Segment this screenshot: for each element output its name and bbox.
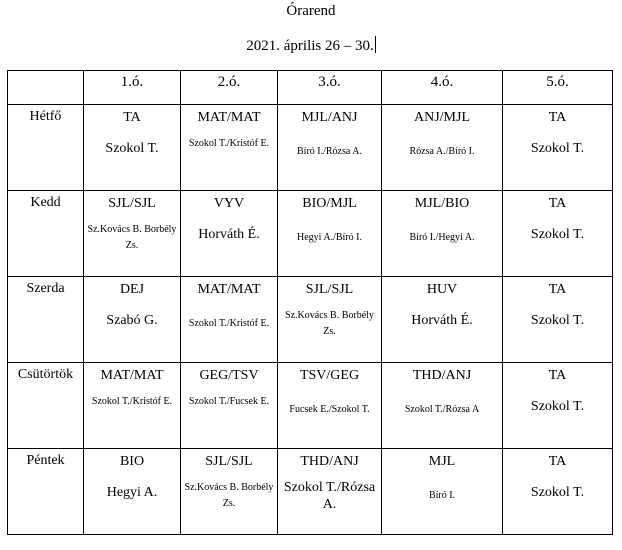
subject-code: THD/ANJ bbox=[412, 368, 472, 383]
day-cell bbox=[8, 191, 84, 277]
lesson-cell bbox=[278, 191, 382, 277]
column-header bbox=[181, 71, 278, 105]
teacher-name: Fucsek E./Szokol T. bbox=[289, 404, 370, 415]
teacher-name: Szokol T./Kristóf E. bbox=[188, 138, 270, 149]
day-row bbox=[8, 105, 613, 191]
subject-code: HUV bbox=[426, 282, 458, 297]
lesson-cell bbox=[382, 191, 503, 277]
subject-code: TA bbox=[548, 196, 567, 211]
subject-code: MJL bbox=[428, 454, 456, 469]
corner-cell bbox=[8, 71, 84, 105]
lesson-cell bbox=[382, 363, 503, 449]
day-row bbox=[8, 449, 613, 535]
teacher-name: Bíró I./Rózsa A. bbox=[297, 146, 362, 157]
subject-code: MJL/BIO bbox=[414, 196, 470, 211]
column-header bbox=[84, 71, 181, 105]
subject-code: TSV/GEG bbox=[299, 368, 360, 383]
subject-code: MAT/MAT bbox=[100, 368, 164, 383]
teacher-name: Szabó G. bbox=[106, 313, 158, 328]
subject-code: TA bbox=[123, 110, 141, 125]
day-cell bbox=[8, 363, 84, 449]
text-cursor bbox=[375, 36, 376, 53]
subject-code: BIO/MJL bbox=[302, 196, 357, 211]
lesson-cell bbox=[84, 363, 181, 449]
day-name: Szerda bbox=[26, 281, 65, 296]
lesson-cell bbox=[181, 363, 278, 449]
column-header-label: 3.ó. bbox=[318, 74, 341, 90]
subject-code: MJL/ANJ bbox=[301, 110, 358, 125]
subject-code: MAT/MAT bbox=[197, 282, 261, 297]
teacher-name: Szokol T. bbox=[530, 485, 585, 500]
subject-code: TA bbox=[548, 454, 567, 469]
teacher-name: Szokol T. bbox=[530, 313, 585, 328]
document-title: Órarend bbox=[286, 3, 336, 19]
lesson-cell bbox=[84, 105, 181, 191]
lesson-cell bbox=[382, 105, 503, 191]
lesson-cell bbox=[278, 277, 382, 363]
teacher-name: Sz.Kovács B. Borbély Zs. bbox=[184, 482, 274, 509]
teacher-name: Szokol T./Rózsa A bbox=[404, 404, 480, 415]
column-header-label: 4.ó. bbox=[430, 74, 454, 90]
teacher-name: Bíró I./Hegyi A. bbox=[409, 232, 475, 243]
subject-code: TA bbox=[548, 110, 567, 125]
timetable bbox=[7, 70, 613, 535]
lesson-cell bbox=[181, 277, 278, 363]
teacher-name: Szokol T. bbox=[530, 227, 585, 242]
day-name: Csütörtök bbox=[17, 367, 74, 382]
subject-code: MAT/MAT bbox=[197, 110, 261, 125]
column-header-label: 1.ó. bbox=[120, 74, 144, 90]
lesson-cell bbox=[278, 105, 382, 191]
teacher-name: Szokol T. bbox=[105, 141, 159, 156]
subject-code: SJL/SJL bbox=[108, 196, 156, 211]
teacher-name: Sz.Kovács B. Borbély Zs. bbox=[87, 224, 177, 251]
teacher-name: Bíró I. bbox=[428, 490, 456, 501]
lesson-cell bbox=[181, 449, 278, 535]
lesson-cell bbox=[84, 449, 181, 535]
day-cell bbox=[8, 277, 84, 363]
teacher-name: Sz.Kovács B. Borbély Zs. bbox=[285, 310, 374, 337]
lesson-cell bbox=[503, 363, 613, 449]
day-row bbox=[8, 191, 613, 277]
lesson-cell bbox=[84, 191, 181, 277]
subject-code: DEJ bbox=[119, 282, 145, 297]
teacher-name: Rózsa A./Bíró I. bbox=[409, 146, 475, 157]
subject-code: BIO bbox=[119, 454, 145, 469]
day-name: Hétfő bbox=[29, 109, 62, 124]
lesson-cell bbox=[382, 277, 503, 363]
lesson-cell bbox=[181, 191, 278, 277]
subject-code: ANJ/MJL bbox=[413, 110, 470, 125]
header-row bbox=[8, 71, 613, 105]
day-cell bbox=[8, 449, 84, 535]
day-row bbox=[8, 363, 613, 449]
day-name: Kedd bbox=[30, 195, 61, 210]
teacher-name: Szokol T./Kristóf E. bbox=[91, 396, 173, 407]
date-range-text: 2021. április 26 – 30. bbox=[246, 38, 374, 54]
teacher-name: Hegyi A./Bíró I. bbox=[297, 232, 362, 243]
subject-code: SJL/SJL bbox=[305, 282, 354, 297]
lesson-cell bbox=[278, 363, 382, 449]
teacher-name: Szokol T./Fucsek E. bbox=[188, 396, 270, 407]
lesson-cell bbox=[382, 449, 503, 535]
day-name: Péntek bbox=[26, 453, 65, 468]
lesson-cell bbox=[503, 277, 613, 363]
subject-code: VYV bbox=[213, 196, 245, 211]
column-header bbox=[503, 71, 613, 105]
column-header-label: 5.ó. bbox=[546, 74, 569, 90]
teacher-name: Horváth É. bbox=[411, 313, 473, 328]
lesson-cell bbox=[503, 449, 613, 535]
lesson-cell bbox=[278, 449, 382, 535]
column-header bbox=[382, 71, 503, 105]
subject-code: TA bbox=[548, 368, 567, 383]
column-header bbox=[278, 71, 382, 105]
teacher-name: Horváth É. bbox=[198, 227, 260, 242]
lesson-cell bbox=[503, 191, 613, 277]
teacher-name: Szokol T./Rózsa A. bbox=[283, 480, 376, 512]
day-cell bbox=[8, 105, 84, 191]
lesson-cell bbox=[503, 105, 613, 191]
teacher-name: Szokol T. bbox=[530, 141, 585, 156]
date-range bbox=[0, 36, 622, 55]
subject-code: THD/ANJ bbox=[300, 454, 359, 469]
teacher-name: Hegyi A. bbox=[106, 485, 158, 500]
subject-code: SJL/SJL bbox=[205, 454, 253, 469]
day-row bbox=[8, 277, 613, 363]
lesson-cell bbox=[181, 105, 278, 191]
column-header-label: 2.ó. bbox=[217, 74, 241, 90]
lesson-cell bbox=[84, 277, 181, 363]
teacher-name: Szokol T./Kristóf E. bbox=[188, 318, 270, 329]
subject-code: GEG/TSV bbox=[199, 368, 259, 383]
teacher-name: Szokol T. bbox=[530, 399, 585, 414]
subject-code: TA bbox=[548, 282, 567, 297]
